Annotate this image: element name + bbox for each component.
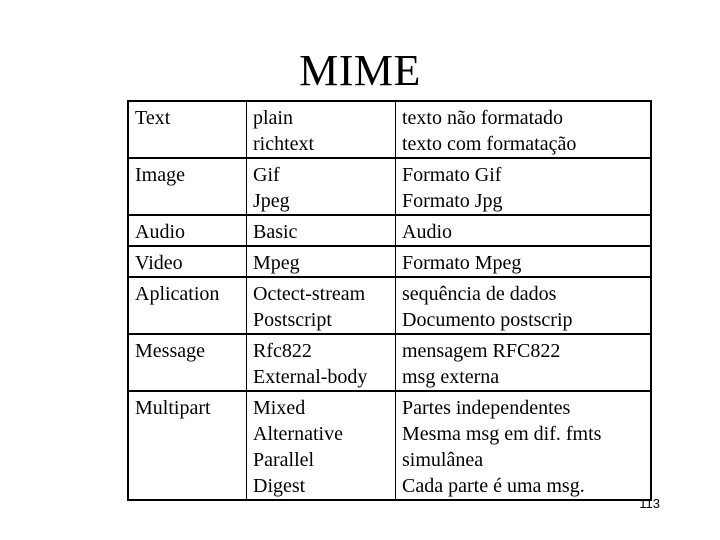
description-text: msg externa	[402, 366, 500, 388]
type-text: Video	[135, 252, 183, 274]
description-text: Cada parte é uma msg.	[402, 475, 585, 497]
subtype-text: Gif	[253, 164, 280, 186]
description-text: Formato Gif	[402, 164, 502, 186]
description-text: simulânea	[402, 449, 484, 471]
subtype-cell	[247, 158, 396, 215]
table-row	[128, 277, 651, 334]
slide-title: MIME	[299, 46, 421, 95]
subtype-cell	[247, 334, 396, 391]
description-text: mensagem RFC822	[402, 340, 561, 362]
subtype-text: Mixed	[253, 397, 306, 419]
subtype-text: Octect-stream	[253, 283, 366, 305]
type-text: Image	[135, 164, 185, 186]
subtype-text: Mpeg	[253, 252, 300, 274]
subtype-text: Digest	[253, 475, 306, 497]
mime-types-table	[127, 100, 652, 501]
description-text: texto não formatado	[402, 107, 564, 129]
page-number: 113	[639, 496, 660, 511]
subtype-cell	[247, 391, 396, 500]
subtype-text: Basic	[253, 221, 298, 243]
description-cell	[396, 215, 652, 246]
type-cell	[128, 101, 247, 158]
table-row	[128, 334, 651, 391]
type-text: Message	[135, 340, 205, 362]
description-cell	[396, 391, 652, 500]
type-text: Audio	[135, 221, 185, 243]
subtype-text: Postscript	[253, 309, 332, 331]
description-text: texto com formatação	[402, 133, 577, 155]
description-cell	[396, 101, 652, 158]
type-text: Text	[135, 107, 171, 129]
type-cell	[128, 391, 247, 500]
type-text: Aplication	[135, 283, 220, 305]
description-text: Formato Jpg	[402, 190, 503, 212]
description-cell	[396, 334, 652, 391]
table-row	[128, 158, 651, 215]
subtype-cell	[247, 246, 396, 277]
type-cell	[128, 277, 247, 334]
type-cell	[128, 215, 247, 246]
type-text: Multipart	[135, 397, 211, 419]
description-text: Mesma msg em dif. fmts	[402, 423, 602, 445]
subtype-text: richtext	[253, 133, 315, 155]
subtype-cell	[247, 101, 396, 158]
subtype-text: External-body	[253, 366, 368, 388]
description-text: Audio	[402, 221, 452, 243]
description-cell	[396, 277, 652, 334]
subtype-cell	[247, 215, 396, 246]
type-cell	[128, 246, 247, 277]
description-text: Partes independentes	[402, 397, 571, 419]
description-text: Formato Mpeg	[402, 252, 522, 274]
table-row	[128, 215, 651, 246]
subtype-text: plain	[253, 107, 293, 129]
table-row	[128, 246, 651, 277]
description-cell	[396, 158, 652, 215]
type-cell	[128, 334, 247, 391]
subtype-text: Jpeg	[253, 190, 290, 212]
table-row	[128, 391, 651, 500]
description-cell	[396, 246, 652, 277]
subtype-text: Parallel	[253, 449, 315, 471]
description-text: sequência de dados	[402, 283, 557, 305]
type-cell	[128, 158, 247, 215]
subtype-text: Rfc822	[253, 340, 312, 362]
table-row	[128, 101, 651, 158]
description-text: Documento postscrip	[402, 309, 573, 331]
subtype-text: Alternative	[253, 423, 343, 445]
subtype-cell	[247, 277, 396, 334]
